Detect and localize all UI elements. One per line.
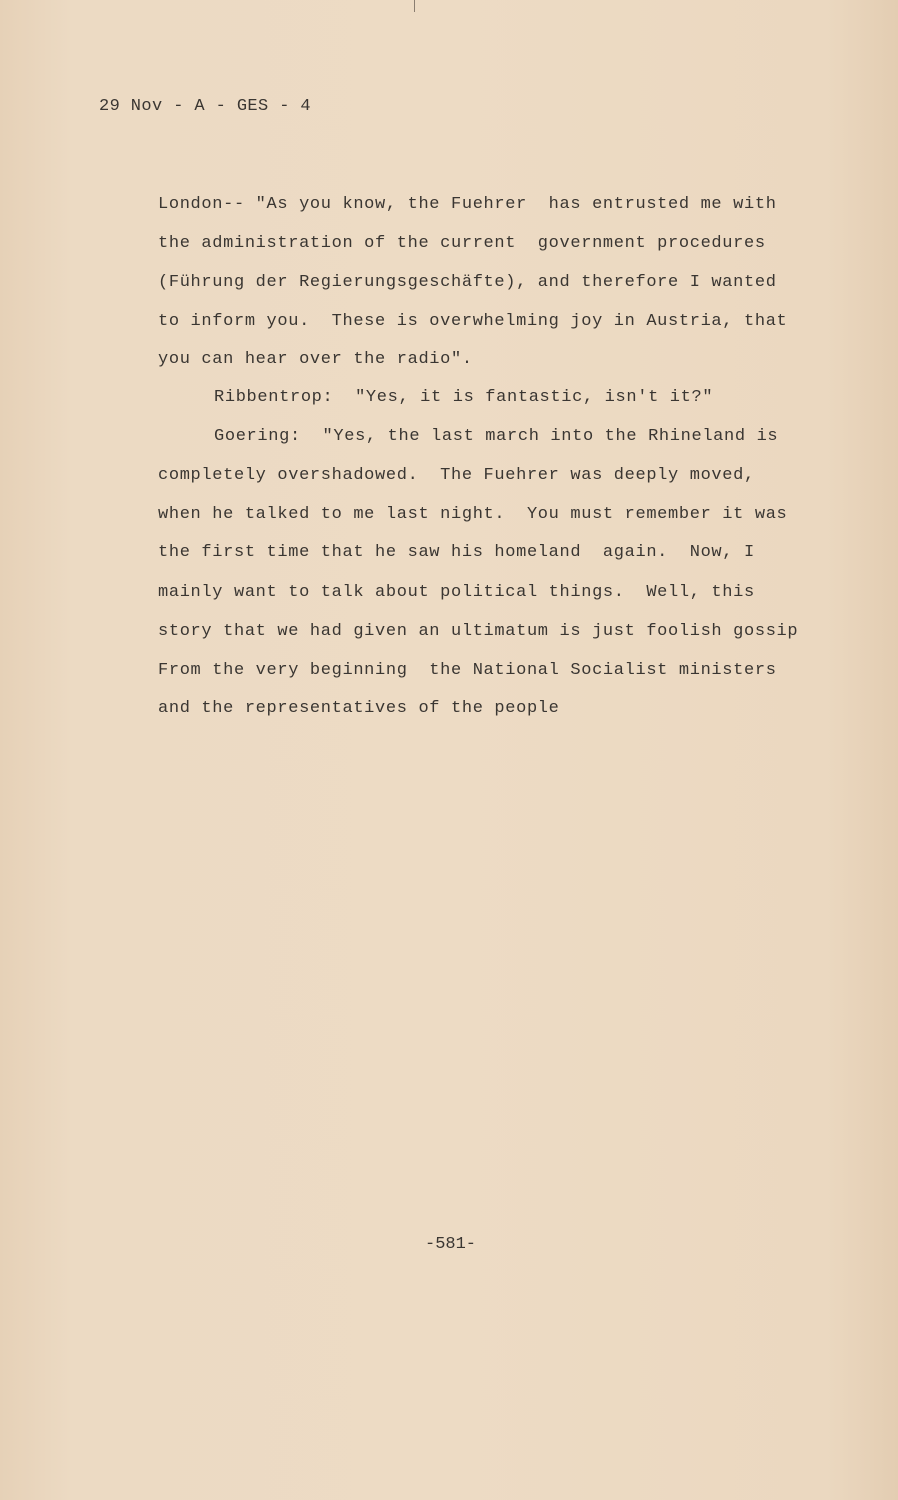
text-line: the administration of the current government procedures xyxy=(158,234,766,253)
text-line: and the representatives of the people xyxy=(158,699,560,718)
text-line: From the very beginning the National Socialist ministers xyxy=(158,661,777,680)
text-line: you can hear over the radio". xyxy=(158,350,473,369)
page-number: -581- xyxy=(425,1235,477,1254)
text-line: (Führung der Regierungsgeschäfte), and therefore I wanted xyxy=(158,273,777,292)
text-line: Ribbentrop: "Yes, it is fantastic, isn't it?" xyxy=(214,388,714,407)
text-line: story that we had given an ultimatum is just foolish gossip xyxy=(158,622,799,641)
text-line: the first time that he saw his homeland again. Now, I xyxy=(158,543,755,562)
text-line: London-- "As you know, the Fuehrer has entrusted me with xyxy=(158,195,777,214)
top-edge-mark xyxy=(414,0,415,12)
text-line: to inform you. These is overwhelming joy in Austria, that xyxy=(158,312,788,331)
text-line: mainly want to talk about political things. Well, this xyxy=(158,583,755,602)
text-line: Goering: "Yes, the last march into the Rhineland is xyxy=(214,427,779,446)
text-line: completely overshadowed. The Fuehrer was deeply moved, xyxy=(158,466,755,485)
text-line: when he talked to me last night. You must remember it was xyxy=(158,505,788,524)
document-header: 29 Nov - A - GES - 4 xyxy=(99,97,312,116)
